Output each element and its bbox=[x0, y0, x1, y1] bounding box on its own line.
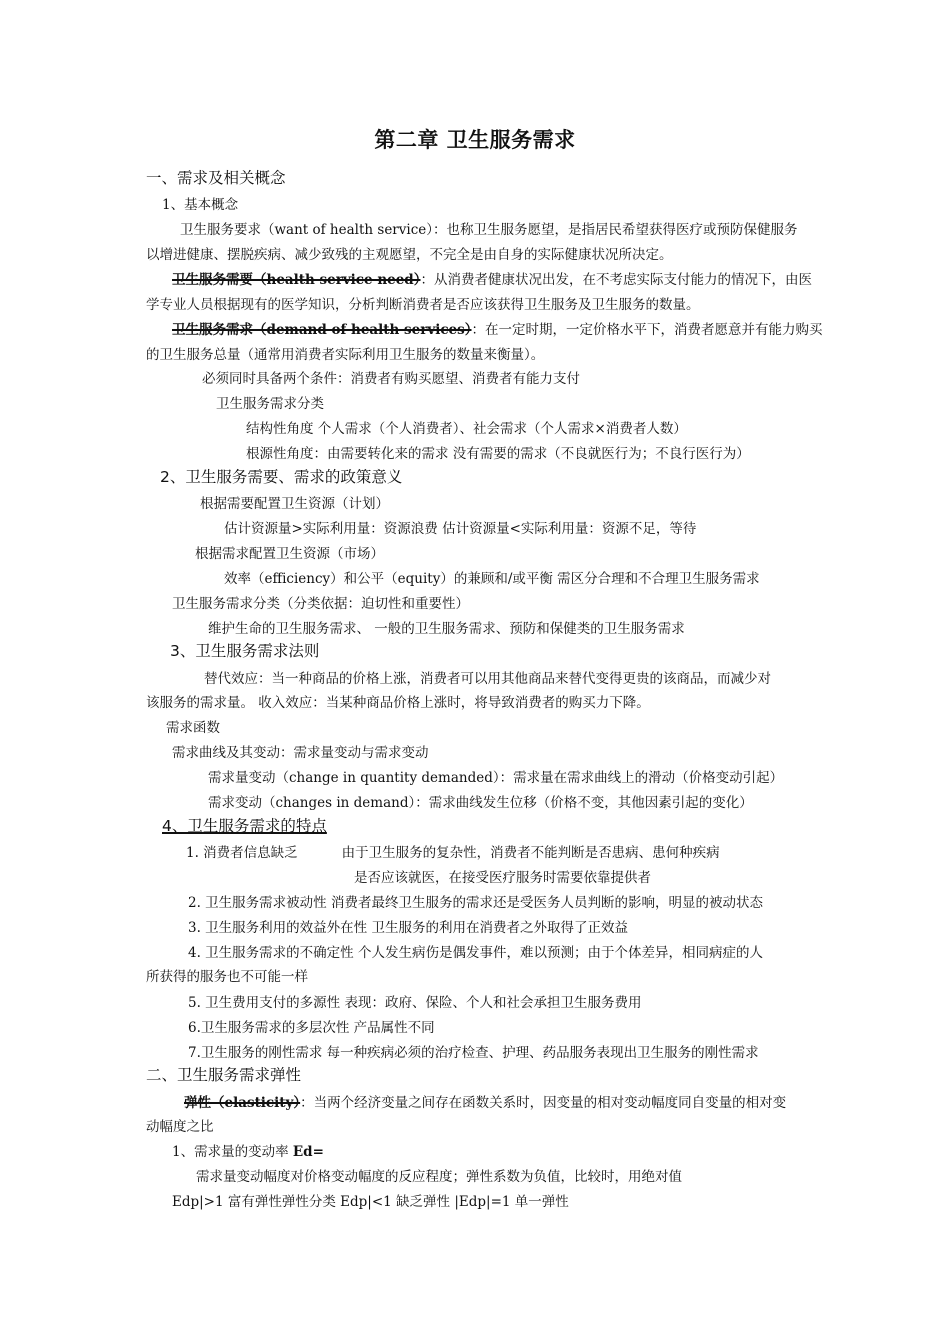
feature-2: 2. 卫生服务需求被动性 消费者最终卫生服务的需求还是受医务人员判断的影响，明显的被动状态 bbox=[188, 895, 763, 911]
paragraph-want: 卫生服务要求（want of health service）：也称卫生服务愿望，是指居民希望获得医疗或预防保健服务 bbox=[180, 222, 798, 238]
paragraph-elasticity-cont: 动幅度之比 bbox=[146, 1119, 214, 1135]
paragraph-demand-cont: 的卫生服务总量（通常用消费者实际利用卫生服务的数量来衡量）。 bbox=[146, 347, 545, 363]
conditions-line: 必须同时具备两个条件：消费者有购买愿望、消费者有能力支付 bbox=[202, 371, 580, 387]
paragraph-elasticity bbox=[184, 1094, 786, 1112]
demand-allocation: 根据需求配置卫生资源（市场） bbox=[195, 546, 384, 562]
section-heading-3: 3、卫生服务需求法则 bbox=[170, 642, 320, 660]
section-heading-2: 2、卫生服务需要、需求的政策意义 bbox=[160, 468, 403, 486]
section-heading-1: 一、需求及相关概念 bbox=[146, 169, 286, 187]
subheading-ed-prefix: 1、需求量的变动率 bbox=[172, 1144, 293, 1160]
section-heading-4: 4、卫生服务需求的特点 bbox=[162, 817, 327, 835]
paragraph-want-cont: 以增进健康、摆脱疾病、减少致残的主观愿望，不完全是由自身的实际健康状况所决定。 bbox=[146, 247, 673, 263]
demand-change: 需求变动（changes in demand）：需求曲线发生位移（价格不变，其他因素引起的变化） bbox=[208, 795, 753, 811]
feature-6: 6.卫生服务需求的多层次性 产品属性不同 bbox=[188, 1020, 435, 1036]
paragraph-need-cont: 学专业人员根据现有的医学知识，分析判断消费者是否应该获得卫生服务及卫生服务的数量。 bbox=[146, 297, 700, 313]
feature-7: 7.卫生服务的刚性需求 每一种疾病必须的治疗检查、护理、药品服务表现出卫生服务的刚性需求 bbox=[188, 1045, 759, 1061]
paragraph-demand bbox=[172, 321, 823, 339]
quantity-demanded-change: 需求量变动（change in quantity demanded）：需求量在需求曲线上的滑动（价格变动引起） bbox=[208, 770, 784, 786]
section-heading-elasticity: 二、卫生服务需求弹性 bbox=[146, 1066, 302, 1084]
term-elasticity: 弹性（elasticity） bbox=[184, 1095, 301, 1111]
demand-classification: 卫生服务需求分类（分类依据：迫切性和重要性） bbox=[172, 596, 469, 612]
feature-1-text: 由于卫生服务的复杂性，消费者不能判断是否患病、患何种疾病 bbox=[341, 845, 720, 861]
subheading-ed-formula: Ed= bbox=[292, 1144, 324, 1160]
feature-1 bbox=[186, 844, 720, 862]
demand-curve: 需求曲线及其变动：需求量变动与需求变动 bbox=[172, 745, 429, 761]
classification-line: 卫生服务需求分类 bbox=[216, 396, 324, 412]
feature-3: 3. 卫生服务利用的效益外在性 卫生服务的利用在消费者之外取得了正效益 bbox=[188, 920, 628, 936]
feature-4: 4. 卫生服务需求的不确定性 个人发生病伤是偶发事件，难以预测；由于个体差异，相同病症的人 bbox=[188, 945, 763, 961]
feature-1-cont: 是否应该就医，在接受医疗服务时需要依靠提供者 bbox=[354, 870, 651, 886]
elasticity-description: 需求量变动幅度对价格变动幅度的反应程度；弹性系数为负值，比较时，用绝对值 bbox=[196, 1169, 682, 1185]
demand-allocation-detail: 效率（efficiency）和公平（equity）的兼顾和/或平衡 需区分合理和不合理卫生服务需求 bbox=[224, 571, 760, 587]
feature-1-label: 1. 消费者信息缺乏 bbox=[186, 845, 298, 861]
need-definition: ：从消费者健康状况出发，在不考虑实际支付能力的情况下，由医 bbox=[420, 272, 812, 288]
substitution-effect: 替代效应：当一种商品的价格上涨，消费者可以用其他商品来替代变得更贵的该商品，而减少对 bbox=[204, 671, 771, 687]
demand-function: 需求函数 bbox=[166, 720, 220, 736]
subheading-basic-concepts: 1、基本概念 bbox=[162, 197, 239, 213]
term-demand: 卫生服务需求（demand of health services） bbox=[172, 322, 472, 338]
need-allocation-detail: 估计资源量>实际利用量：资源浪费 估计资源量<实际利用量：资源不足，等待 bbox=[224, 521, 697, 537]
feature-5: 5. 卫生费用支付的多源性 表现：政府、保险、个人和社会承担卫生服务费用 bbox=[188, 995, 642, 1011]
elasticity-definition: ：当两个经济变量之间存在函数关系时，因变量的相对变动幅度同自变量的相对变 bbox=[300, 1095, 787, 1111]
demand-classification-detail: 维护生命的卫生服务需求、 一般的卫生服务需求、预防和保健类的卫生服务需求 bbox=[208, 621, 685, 637]
demand-definition: ：在一定时期，一定价格水平下，消费者愿意并有能力购买 bbox=[471, 322, 823, 338]
origin-line: 根源性角度：由需要转化来的需求 没有需要的需求（不良就医行为；不良行医行为） bbox=[246, 446, 750, 462]
need-allocation: 根据需要配置卫生资源（计划） bbox=[200, 496, 389, 512]
feature-4-cont: 所获得的服务也不可能一样 bbox=[146, 969, 308, 985]
subheading-ed bbox=[172, 1143, 324, 1161]
term-need: 卫生服务需要（health service need） bbox=[172, 272, 421, 288]
substitution-effect-cont: 该服务的需求量。 收入效应：当某种商品价格上涨时，将导致消费者的购买力下降。 bbox=[146, 695, 650, 711]
paragraph-need bbox=[172, 271, 812, 289]
page-title: 第二章 卫生服务需求 bbox=[374, 128, 576, 152]
structural-line: 结构性角度 个人需求（个人消费者）、社会需求（个人需求×消费者人数） bbox=[246, 421, 687, 437]
elasticity-classification: Edp|>1 富有弹性弹性分类 Edp|<1 缺乏弹性 |Edp|=1 单一弹性 bbox=[172, 1194, 569, 1210]
